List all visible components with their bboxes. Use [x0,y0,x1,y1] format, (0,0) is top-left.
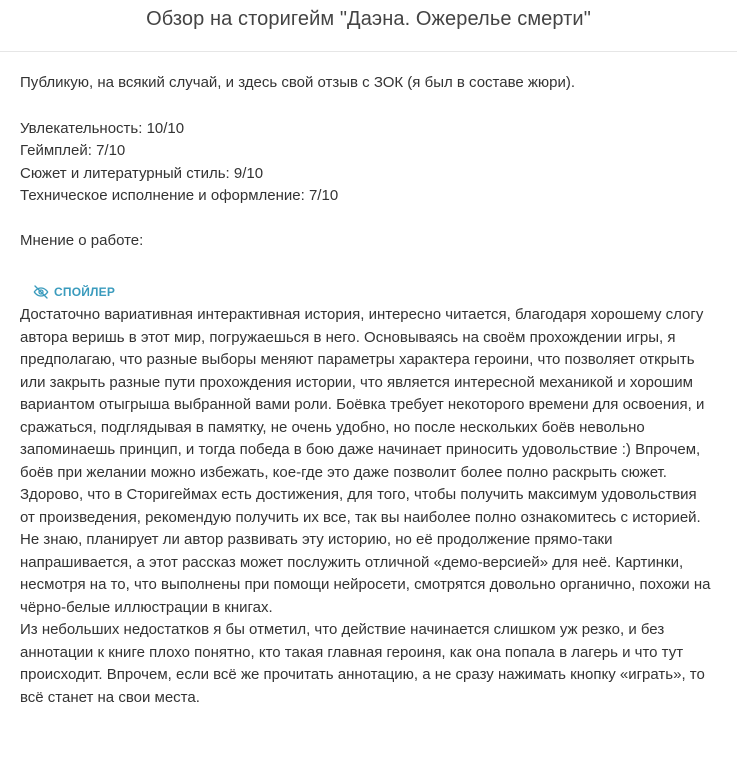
spoiler-label: СПОЙЛЕР [54,284,116,299]
post-intro: Публикую, на всякий случай, и здесь свой отзыв с ЗОК (я был в составе жюри). [20,74,576,91]
post-content [0,72,737,709]
spoiler-paragraph: Не знаю, планирует ли автор развивать эту историю, но её продолжение прямо-таки напрашивается, а этот рассказ может послужить отличной «демо-версией» для неё. Картинки, несмотря на то, что выполнены при помощи нейросети, смотрятся довольно органично, похожи на чёрно-белые иллюстрации в книгах. [20,531,711,616]
rating-item: Сюжет и литературный стиль: 9/10 [20,164,264,182]
eye-slash-icon [33,284,49,300]
spoiler-toggle[interactable] [33,281,715,303]
opinion-label: Мнение о работе: [20,231,144,249]
page-header [0,0,737,52]
spoiler-paragraph: Достаточно вариативная интерактивная история, интересно читается, благодаря хорошему слогу автора веришь в этот мир, погружаешься в него. Основываясь на своём прохождении игры, я предполагаю, что разные выборы меняют параметры характера героини, что позволяет открыть или закрыть разные пути прохождения истории, что является интересной механикой и хорошим вариантом отыгрыша выбранной вами роли. Боёвка требует некоторого времени для освоения, и сражаться, подглядывая в памятку, не очень удобно, но после нескольких боёв невольно запоминаешь принцип, и тогда победа в бою даже начинает приносить удовольствие :) Впрочем, боёв при желании можно избежать, кое-где это даже позволит более полно раскрыть сюжет. Здорово, что в Сторигеймах есть достижения, для того, чтобы получить максимум удовольствия от произведения, рекомендую получить их все, так вы наиболее полно ознакомитесь с историей. [20,306,705,526]
spoiler-paragraph: Из небольших недостатков я бы отметил, что действие начинается слишком уж резко, и без аннотации к книге плохо понятно, кто такая главная героиня, как она попала в лагерь и что тут происходит. Впрочем, если всё же прочитать аннотацию, а не сразу нажимать кнопку «играть», то всё станет на свои места. [20,621,705,706]
ratings-list [20,118,715,208]
rating-item: Техническое исполнение и оформление: 7/10 [20,187,339,204]
rating-item: Геймплей: 7/10 [20,142,126,159]
page-title: Обзор на сторигейм "Даэна. Ожерелье смерти" [146,8,591,30]
spoiler-body [20,304,715,709]
rating-item: Увлекательность: 10/10 [20,119,185,137]
